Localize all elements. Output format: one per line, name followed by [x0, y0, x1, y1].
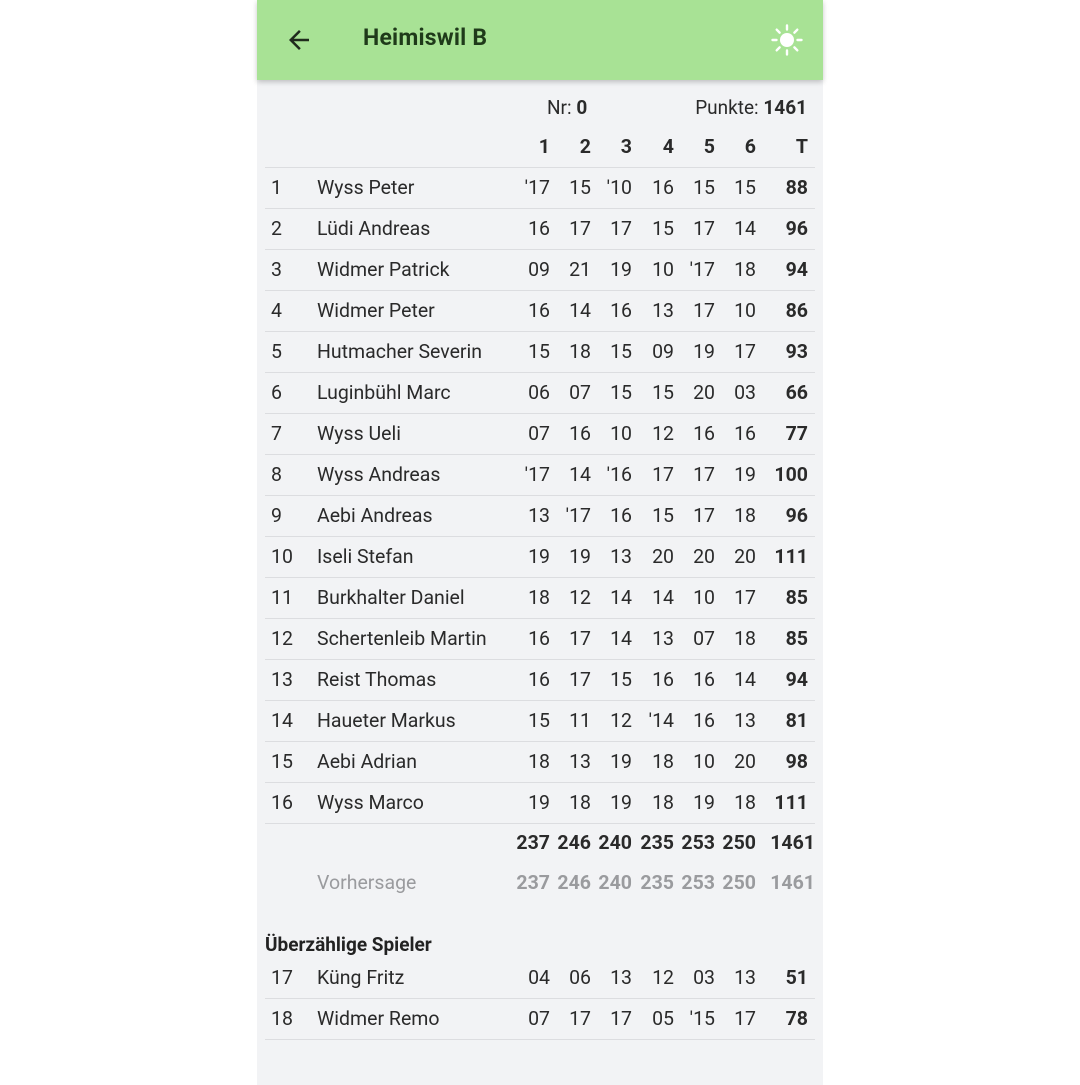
- player-total: 78: [785, 1007, 808, 1030]
- score-cell: 19: [734, 463, 756, 486]
- score-cell: 13: [528, 504, 550, 527]
- score-cell: 18: [528, 586, 550, 609]
- player-total: 86: [785, 299, 808, 322]
- score-cell: 07: [693, 627, 715, 650]
- score-cell: 12: [569, 586, 591, 609]
- score-cell: 17: [693, 217, 715, 240]
- score-cell: 17: [734, 586, 756, 609]
- score-cell: 10: [734, 299, 756, 322]
- player-name: Widmer Peter: [317, 299, 435, 322]
- player-row[interactable]: [265, 619, 815, 660]
- rank-cell: 14: [271, 709, 293, 732]
- player-row[interactable]: [265, 496, 815, 537]
- player-name: Wyss Ueli: [317, 422, 401, 445]
- total-cell: 235: [640, 831, 674, 854]
- score-cell: '17: [689, 258, 715, 281]
- score-cell: '17: [565, 504, 591, 527]
- score-cell: 16: [528, 217, 550, 240]
- totals-row: [265, 823, 815, 863]
- rank-cell: 16: [271, 791, 293, 814]
- forecast-cell: 253: [681, 871, 715, 894]
- player-total: 96: [785, 504, 808, 527]
- player-name: Wyss Peter: [317, 176, 415, 199]
- column-header: 1: [538, 135, 550, 158]
- score-cell: 16: [652, 668, 674, 691]
- score-cell: '17: [524, 176, 550, 199]
- column-header: 2: [579, 135, 591, 158]
- forecast-cell: 237: [516, 871, 550, 894]
- column-header: T: [795, 135, 808, 158]
- nr-label: Nr:: [547, 96, 572, 119]
- score-cell: 06: [528, 381, 550, 404]
- score-cell: 17: [569, 668, 591, 691]
- player-row[interactable]: [265, 742, 815, 783]
- score-cell: 18: [652, 791, 674, 814]
- score-cell: 15: [693, 176, 715, 199]
- total-cell: 250: [722, 831, 756, 854]
- score-cell: 13: [569, 750, 591, 773]
- score-cell: 15: [569, 176, 591, 199]
- player-name: Aebi Adrian: [317, 750, 418, 773]
- score-cell: 11: [569, 709, 591, 732]
- score-cell: 13: [610, 545, 632, 568]
- score-cell: 18: [734, 504, 756, 527]
- score-cell: 05: [652, 1007, 674, 1030]
- player-row[interactable]: [265, 578, 815, 619]
- score-cell: 20: [652, 545, 674, 568]
- score-cell: 13: [734, 966, 756, 989]
- player-row[interactable]: [265, 250, 815, 291]
- score-cell: 10: [652, 258, 674, 281]
- score-cell: 16: [734, 422, 756, 445]
- forecast-row: [265, 863, 815, 903]
- score-cell: '10: [606, 176, 632, 199]
- player-name: Reist Thomas: [317, 668, 437, 691]
- score-cell: 20: [734, 545, 756, 568]
- total-cell: 246: [557, 831, 591, 854]
- score-cell: 19: [569, 545, 591, 568]
- score-cell: 21: [569, 258, 591, 281]
- player-row[interactable]: [265, 332, 815, 373]
- score-cell: 14: [569, 463, 591, 486]
- score-cell: 15: [610, 668, 632, 691]
- score-cell: 19: [610, 791, 632, 814]
- score-cell: 19: [528, 545, 550, 568]
- score-cell: 14: [734, 217, 756, 240]
- score-cell: 15: [610, 381, 632, 404]
- player-name: Iseli Stefan: [317, 545, 414, 568]
- rank-cell: 5: [271, 340, 282, 363]
- rank-cell: 2: [271, 217, 282, 240]
- score-cell: 15: [652, 217, 674, 240]
- score-cell: 14: [569, 299, 591, 322]
- back-button[interactable]: [281, 22, 317, 58]
- score-cell: '17: [524, 463, 550, 486]
- score-cell: 13: [652, 627, 674, 650]
- team-points: [695, 96, 807, 119]
- score-cell: 13: [652, 299, 674, 322]
- theme-toggle-button[interactable]: [769, 22, 805, 58]
- sun-icon: [770, 23, 804, 57]
- score-cell: 10: [693, 750, 715, 773]
- score-cell: 16: [528, 299, 550, 322]
- score-cell: 14: [610, 586, 632, 609]
- player-total: 100: [774, 463, 808, 486]
- rank-cell: 15: [271, 750, 293, 773]
- player-name: Hutmacher Severin: [317, 340, 483, 363]
- player-name: Küng Fritz: [317, 966, 405, 989]
- player-row[interactable]: [265, 414, 815, 455]
- score-cell: 10: [610, 422, 632, 445]
- rank-cell: 13: [271, 668, 293, 691]
- score-cell: 13: [734, 709, 756, 732]
- forecast-cell: 240: [598, 871, 632, 894]
- rank-cell: 12: [271, 627, 293, 650]
- score-cell: 20: [693, 545, 715, 568]
- score-cell: 19: [528, 791, 550, 814]
- player-name: Burkhalter Daniel: [317, 586, 465, 609]
- player-name: Haueter Markus: [317, 709, 456, 732]
- score-cell: 15: [528, 340, 550, 363]
- rank-cell: 17: [271, 966, 293, 989]
- column-header: 3: [620, 135, 632, 158]
- score-cell: 18: [734, 791, 756, 814]
- score-cell: 12: [652, 966, 674, 989]
- team-number: [547, 96, 587, 119]
- score-cell: 20: [734, 750, 756, 773]
- score-cell: 16: [693, 422, 715, 445]
- score-cell: 09: [652, 340, 674, 363]
- score-cell: 17: [569, 1007, 591, 1030]
- score-cell: 03: [734, 381, 756, 404]
- score-cell: 19: [610, 258, 632, 281]
- score-cell: 17: [569, 627, 591, 650]
- score-cell: 16: [569, 422, 591, 445]
- player-name: Wyss Andreas: [317, 463, 441, 486]
- score-cell: 15: [610, 340, 632, 363]
- score-cell: 17: [693, 299, 715, 322]
- score-cell: 04: [528, 966, 550, 989]
- player-row[interactable]: [265, 455, 815, 496]
- player-total: 98: [785, 750, 808, 773]
- player-total: 88: [785, 176, 808, 199]
- player-total: 51: [785, 966, 808, 989]
- score-cell: 18: [734, 627, 756, 650]
- player-row[interactable]: [265, 168, 815, 209]
- score-cell: 16: [693, 668, 715, 691]
- phone-screen: [257, 0, 823, 1085]
- score-cell: '15: [689, 1007, 715, 1030]
- player-total: 85: [785, 627, 808, 650]
- player-total: 77: [785, 422, 808, 445]
- score-cell: 16: [693, 709, 715, 732]
- score-cell: 16: [610, 504, 632, 527]
- column-header: 4: [662, 135, 674, 158]
- player-total: 81: [785, 709, 808, 732]
- player-name: Wyss Marco: [317, 791, 424, 814]
- score-cell: 17: [569, 217, 591, 240]
- player-row[interactable]: [265, 999, 815, 1040]
- player-total: 66: [785, 381, 808, 404]
- score-cell: 07: [569, 381, 591, 404]
- score-cell: 10: [693, 586, 715, 609]
- score-cell: 06: [569, 966, 591, 989]
- score-cell: 17: [652, 463, 674, 486]
- score-cell: 16: [528, 668, 550, 691]
- score-cell: 03: [693, 966, 715, 989]
- score-cell: 07: [528, 422, 550, 445]
- score-cell: 14: [652, 586, 674, 609]
- forecast-total: 1461: [770, 871, 815, 894]
- score-cell: 17: [693, 463, 715, 486]
- total-cell: 240: [598, 831, 632, 854]
- score-cell: 16: [652, 176, 674, 199]
- punkte-value: 1461: [763, 96, 807, 119]
- score-cell: 19: [693, 791, 715, 814]
- rank-cell: 4: [271, 299, 282, 322]
- score-cell: 15: [734, 176, 756, 199]
- score-cell: 18: [569, 340, 591, 363]
- player-total: 111: [774, 791, 808, 814]
- score-cell: 17: [693, 504, 715, 527]
- player-name: Widmer Patrick: [317, 258, 450, 281]
- rank-cell: 7: [271, 422, 282, 445]
- player-row[interactable]: [265, 958, 815, 999]
- nr-value: 0: [576, 96, 588, 119]
- score-cell: 18: [569, 791, 591, 814]
- rank-cell: 18: [271, 1007, 293, 1030]
- score-cell: 19: [610, 750, 632, 773]
- rank-cell: 8: [271, 463, 282, 486]
- player-row[interactable]: [265, 291, 815, 332]
- score-cell: 16: [528, 627, 550, 650]
- score-cell: 15: [528, 709, 550, 732]
- player-name: Luginbühl Marc: [317, 381, 451, 404]
- forecast-cell: 246: [557, 871, 591, 894]
- player-row[interactable]: [265, 209, 815, 250]
- player-total: 96: [785, 217, 808, 240]
- rank-cell: 6: [271, 381, 282, 404]
- player-total: 85: [785, 586, 808, 609]
- column-header-row: [265, 127, 815, 168]
- score-cell: 14: [734, 668, 756, 691]
- score-cell: 16: [610, 299, 632, 322]
- score-cell: 13: [610, 966, 632, 989]
- player-total: 94: [785, 668, 808, 691]
- player-name: Lüdi Andreas: [317, 217, 431, 240]
- player-total: 93: [785, 340, 808, 363]
- player-row[interactable]: [265, 783, 815, 824]
- player-row[interactable]: [265, 537, 815, 578]
- score-cell: 15: [652, 504, 674, 527]
- score-cell: 17: [610, 1007, 632, 1030]
- rank-cell: 9: [271, 504, 282, 527]
- forecast-label: Vorhersage: [317, 871, 417, 894]
- player-total: 111: [774, 545, 808, 568]
- rank-cell: 1: [271, 176, 282, 199]
- rank-cell: 10: [271, 545, 293, 568]
- column-header: 5: [703, 135, 715, 158]
- score-cell: 20: [693, 381, 715, 404]
- score-cell: 15: [652, 381, 674, 404]
- extra-players-heading: Überzählige Spieler: [265, 933, 432, 956]
- forecast-cell: 235: [640, 871, 674, 894]
- rank-cell: 11: [271, 586, 293, 609]
- score-cell: 12: [610, 709, 632, 732]
- player-name: Widmer Remo: [317, 1007, 440, 1030]
- score-cell: 14: [610, 627, 632, 650]
- total-cell: 237: [516, 831, 550, 854]
- score-cell: 12: [652, 422, 674, 445]
- rank-cell: 3: [271, 258, 282, 281]
- score-cell: 17: [734, 1007, 756, 1030]
- player-row[interactable]: [265, 701, 815, 742]
- score-cell: '16: [606, 463, 632, 486]
- score-cell: 17: [610, 217, 632, 240]
- total-cell: 253: [681, 831, 715, 854]
- player-row[interactable]: [265, 660, 815, 701]
- score-cell: 18: [734, 258, 756, 281]
- score-cell: '14: [648, 709, 674, 732]
- score-cell: 18: [528, 750, 550, 773]
- score-cell: 09: [528, 258, 550, 281]
- grand-total: 1461: [770, 831, 815, 854]
- score-cell: 07: [528, 1007, 550, 1030]
- score-cell: 18: [652, 750, 674, 773]
- page-title: Heimiswil B: [363, 24, 488, 51]
- score-cell: 17: [734, 340, 756, 363]
- player-name: Schertenleib Martin: [317, 627, 487, 650]
- player-total: 94: [785, 258, 808, 281]
- forecast-cell: 250: [722, 871, 756, 894]
- arrow-left-icon: [284, 25, 314, 55]
- player-row[interactable]: [265, 373, 815, 414]
- column-header: 6: [744, 135, 756, 158]
- score-cell: 19: [693, 340, 715, 363]
- player-name: Aebi Andreas: [317, 504, 433, 527]
- app-bar: [257, 0, 823, 80]
- punkte-label: Punkte:: [695, 96, 759, 119]
